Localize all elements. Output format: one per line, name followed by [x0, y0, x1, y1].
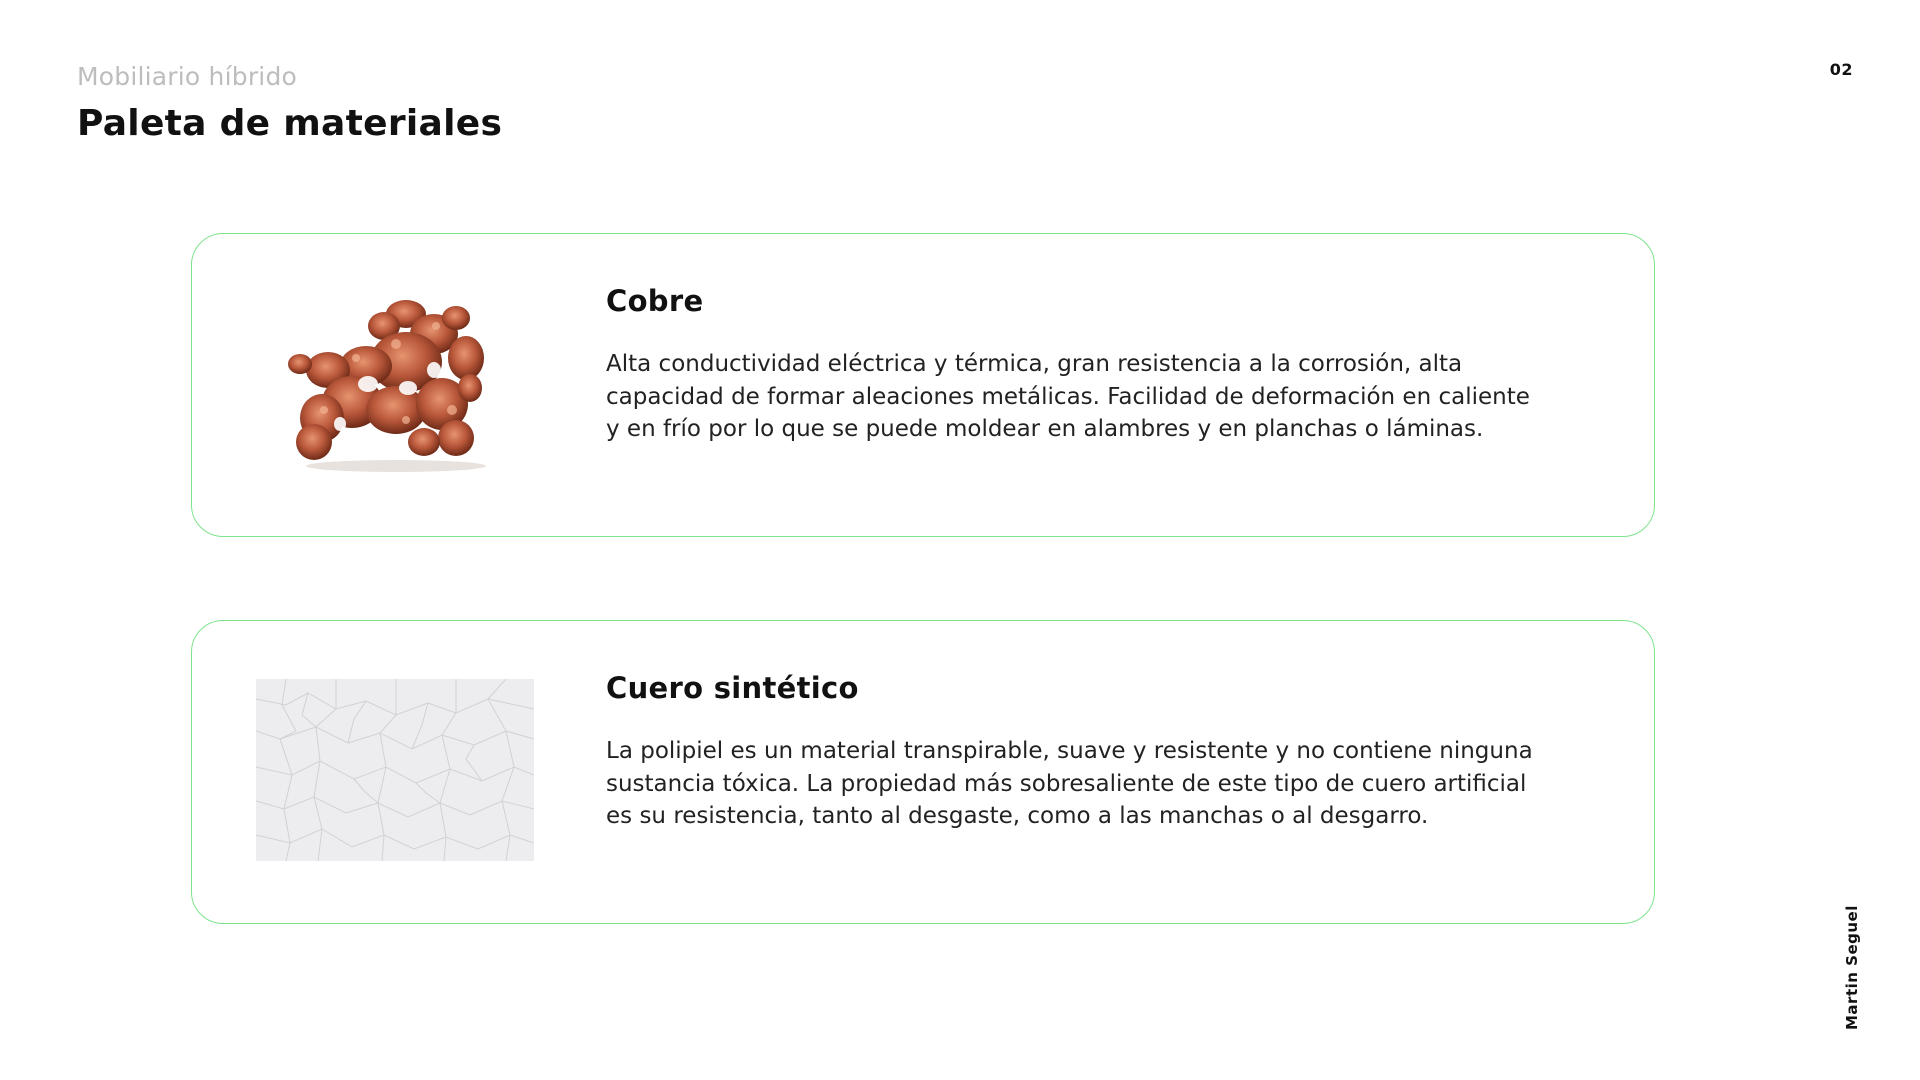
material-name: Cobre — [606, 284, 704, 318]
material-card-cuero-sintetico — [191, 620, 1655, 924]
material-card-cobre — [191, 233, 1655, 537]
page-number: 02 — [1829, 60, 1853, 79]
material-name: Cuero sintético — [606, 671, 859, 705]
material-description: Alta conductividad eléctrica y térmica, gran resistencia a la corrosión, alta capacidad de formar aleaciones metálicas. Facilidad de deformación en caliente y en frío por lo que se puede moldear en alambres y en planchas o láminas. — [606, 351, 1530, 442]
material-description: La polipiel es un material transpirable, suave y resistente y no contiene ninguna sustancia tóxica. La propiedad más sobresaliente de este tipo de cuero artificial es su resistencia, tanto al desgaste, como a las manchas o al desgarro. — [606, 738, 1533, 829]
page-title: Paleta de materiales — [77, 103, 503, 144]
slide-subtitle: Mobiliario híbrido — [77, 62, 298, 91]
leather-texture-image — [256, 679, 534, 863]
copper-nugget-image — [256, 292, 534, 476]
author-name: Martin Seguel — [1843, 905, 1861, 1030]
